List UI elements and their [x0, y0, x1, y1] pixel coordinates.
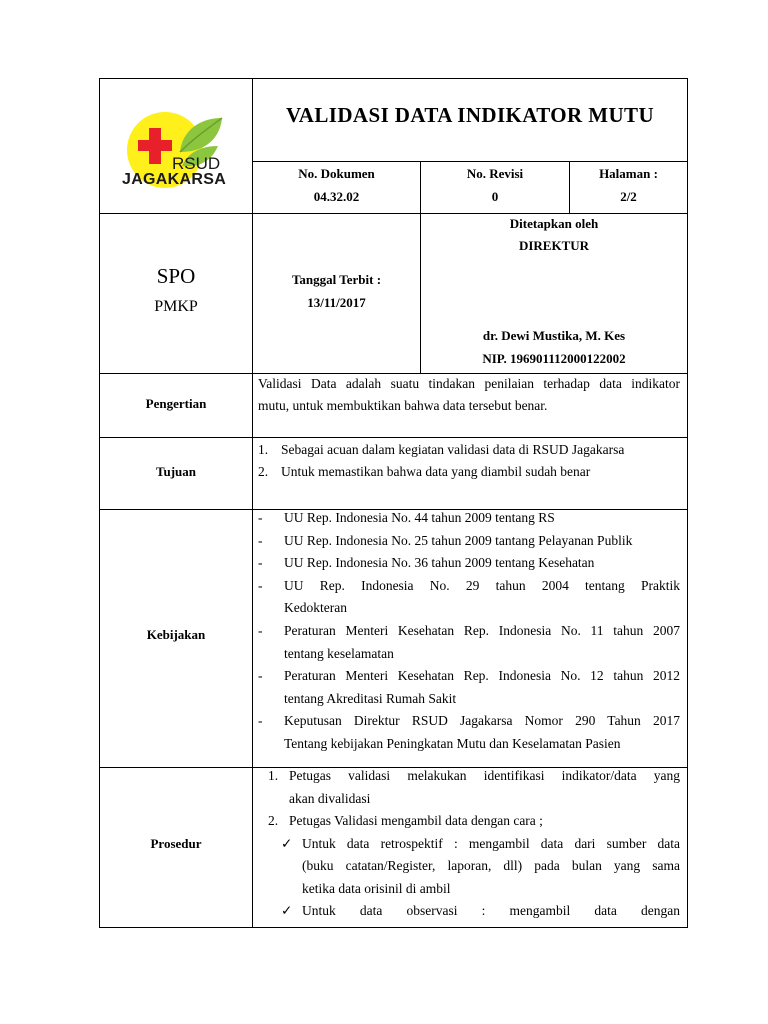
checkmark-icon: ✓ [281, 835, 293, 851]
check-text-continuation: ketika data orisinil di ambil [302, 880, 451, 896]
document-title: VALIDASI DATA INDIKATOR MUTU [285, 103, 655, 127]
list-text: UU Rep. Indonesia No. 25 tahun 2009 tantang Pelayanan Publik [284, 532, 633, 548]
list-marker: - [258, 510, 263, 525]
list-item [258, 530, 680, 553]
spo-title: SPO [156, 264, 196, 288]
doc-number-label: No. Dokumen [298, 166, 375, 181]
list-item [258, 575, 680, 598]
hospital-logo [118, 108, 234, 194]
logo-text-jagakarsa: JAGAKARSA [122, 171, 227, 188]
list-text-continuation: Tentang kebijakan Peningkatan Mutu dan Keselamatan Pasien [284, 735, 621, 751]
approved-by-label: Ditetapkan oleh [509, 216, 599, 231]
page-value: 2/2 [620, 189, 637, 204]
revision-label: No. Revisi [466, 166, 524, 181]
revision-value: 0 [491, 189, 499, 204]
list-text-continuation: akan divalidasi [289, 790, 371, 806]
issue-date-value: 13/11/2017 [307, 295, 366, 310]
check-text: Untuk data retrospektif : mengambil data dari sumber data [302, 835, 680, 851]
title-row-divider [252, 161, 688, 162]
pengertian-line: mutu, untuk membuktikan bahwa data tersebut benar. [258, 398, 548, 413]
logo-text-rsud: RSUD [172, 154, 221, 173]
list-text: UU Rep. Indonesia No. 29 tahun 2004 tentang Praktik [284, 577, 680, 593]
approver-nip: NIP. 196901112000122002 [482, 351, 626, 366]
table-col-divider [252, 78, 253, 928]
list-item [258, 507, 680, 530]
list-text: Petugas Validasi mengambil data dengan cara ; [289, 813, 543, 828]
list-text: Petugas validasi melakukan identifikasi indikator/data yang [289, 768, 680, 783]
prosedur-list [258, 765, 680, 925]
approver-name: dr. Dewi Mustika, M. Kes [482, 328, 626, 343]
section-label-tujuan: Tujuan [156, 464, 196, 479]
list-text-continuation: Kedokteran [284, 600, 347, 615]
page-label: Halaman : [599, 166, 658, 181]
list-marker: - [258, 623, 263, 638]
header-divider [99, 213, 688, 214]
list-text: Untuk memastikan bahwa data yang diambil sudah benar [281, 464, 591, 479]
list-text: Peraturan Menteri Kesehatan Rep. Indonesia No. 11 tahun 2007 [284, 623, 680, 638]
list-marker: - [258, 577, 263, 593]
list-marker: - [258, 668, 263, 683]
approver-position: DIREKTUR [518, 238, 590, 253]
list-item [258, 665, 680, 688]
list-marker: 2. [258, 464, 269, 479]
list-marker: - [258, 555, 263, 570]
list-text: UU Rep. Indonesia No. 44 tahun 2009 tentang RS [284, 510, 555, 525]
spo-divider [420, 213, 421, 373]
section-label-kebijakan: Kebijakan [146, 627, 206, 642]
spo-subtitle: PMKP [154, 298, 198, 315]
list-marker: - [258, 713, 263, 728]
kebijakan-list [258, 507, 680, 765]
list-text-continuation: tentang Akreditasi Rumah Sakit [284, 690, 457, 706]
list-item [258, 552, 680, 575]
list-marker: - [258, 532, 263, 548]
table-border-top [99, 78, 688, 79]
list-marker: 1. [258, 442, 269, 457]
list-text-continuation: tentang keselamatan [284, 645, 394, 661]
check-text-continuation: (buku catatan/Register, laporan, dll) pada bulan yang sama [302, 858, 680, 873]
list-text: Sebagai acuan dalam kegiatan validasi data di RSUD Jagakarsa [281, 442, 625, 457]
list-text: UU Rep. Indonesia No. 36 tahun 2009 tentang Kesehatan [284, 555, 595, 570]
checkmark-icon: ✓ [281, 903, 293, 918]
list-item [258, 461, 680, 484]
list-item [258, 620, 680, 643]
list-marker: 2. [268, 813, 279, 828]
tujuan-list [258, 439, 680, 507]
section-label-prosedur: Prosedur [150, 836, 202, 851]
pengertian-divider [99, 437, 688, 438]
doc-number-value: 04.32.02 [313, 189, 360, 204]
list-item [258, 439, 680, 462]
section-label-pengertian: Pengertian [145, 396, 207, 411]
pengertian-line: Validasi Data adalah suatu tindakan penilaian terhadap data indikator [258, 376, 680, 391]
table-border-left [99, 78, 100, 928]
list-marker: 1. [268, 768, 279, 783]
check-text: Untuk data observasi : mengambil data dengan [302, 903, 680, 918]
table-border-bottom [99, 927, 688, 928]
issue-date-label: Tanggal Terbit : [291, 272, 382, 287]
table-border-right [687, 78, 688, 928]
list-item [258, 710, 680, 733]
pengertian-text [258, 373, 680, 437]
list-text: Keputusan Direktur RSUD Jagakarsa Nomor 290 Tahun 2017 [284, 713, 680, 728]
list-text: Peraturan Menteri Kesehatan Rep. Indonesia No. 12 tahun 2012 [284, 668, 680, 683]
